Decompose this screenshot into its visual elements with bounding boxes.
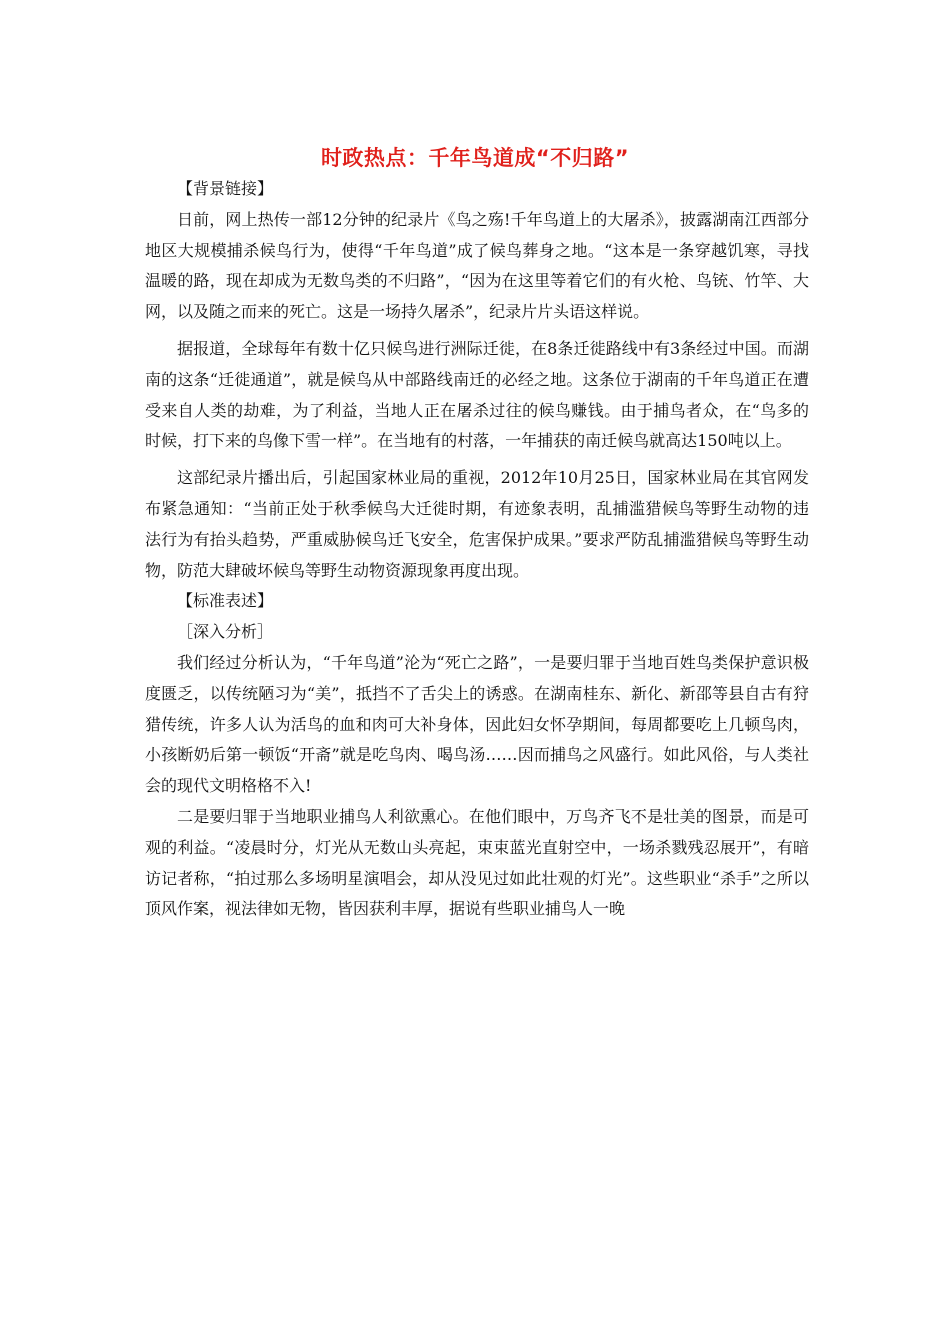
paragraph-4: 我们经过分析认为，“千年鸟道”沦为“死亡之路”，一是要归罪于当地百姓鸟类保护意识极度匮乏，以传统陋习为“美”，抵挡不了舌尖上的诱惑。在湖南桂东、新化、新邵等县自古有狩猎传统，许多人认为活鸟的血和肉可大补身体，因此妇女怀孕期间，每周都要吃上几顿鸟肉，小孩断奶后第一顿饭“开斋”就是吃鸟肉、喝鸟汤……因而捕鸟之风盛行。如此风俗，与人类社会的现代文明格格不入! — [145, 652, 809, 796]
paragraph-5: 二是要归罪于当地职业捕鸟人利欲熏心。在他们眼中，万鸟齐飞不是壮美的图景，而是可观的利益。“凌晨时分，灯光从无数山头亮起，束束蓝光直射空中，一场杀戮残忍展开”，有暗访记者称，“拍过那么多场明星演唱会，却从没见过如此壮观的灯光”。这些职业“杀手”之所以顶风作案，视法律如无物，皆因获利丰厚，据说有些职业捕鸟人一晚 — [145, 806, 809, 919]
document-body — [145, 174, 809, 925]
paragraph-1: 日前，网上热传一部12分钟的纪录片《鸟之殇!千年鸟道上的大屠杀》，披露湖南江西部分地区大规模捕杀候鸟行为，使得“千年鸟道”成了候鸟葬身之地。“这本是一条穿越饥寒，寻找温暖的路，现在却成为无数鸟类的不归路”，“因为在这里等着它们的有火枪、鸟铳、竹竿、大网，以及随之而来的死亡。这是一场持久屠杀”，纪录片片头语这样说。 — [145, 209, 809, 322]
paragraph-3: 这部纪录片播出后，引起国家林业局的重视，2012年10月25日，国家林业局在其官网发布紧急通知：“当前正处于秋季候鸟大迁徙时期，有迹象表明，乱捕滥猎候鸟等野生动物的违法行为有抬头趋势，严重威胁候鸟迁飞安全，危害保护成果。”要求严防乱捕滥猎候鸟等野生动物，防范大肆破坏候鸟等野生动物资源现象再度出现。 — [145, 468, 809, 580]
document-title: 时政热点：千年鸟道成“不归路” — [320, 146, 630, 170]
analysis-heading: ［深入分析］ — [177, 622, 274, 642]
standard-heading: 【标准表述】 — [177, 591, 274, 611]
paragraph-2: 据报道，全球每年有数十亿只候鸟进行洲际迁徙，在8条迁徙路线中有3条经过中国。而湖南的这条“迁徙通道”，就是候鸟从中部路线南迁的必经之地。这条位于湖南的千年鸟道正在遭受来自人类的劫难，为了利益，当地人正在屠杀过往的候鸟赚钱。由于捕鸟者众，在“鸟多的时候，打下来的鸟像下雪一样”。在当地有的村落，一年捕获的南迁候鸟就高达150吨以上。 — [145, 338, 809, 451]
background-heading: 【背景链接】 — [177, 179, 274, 198]
